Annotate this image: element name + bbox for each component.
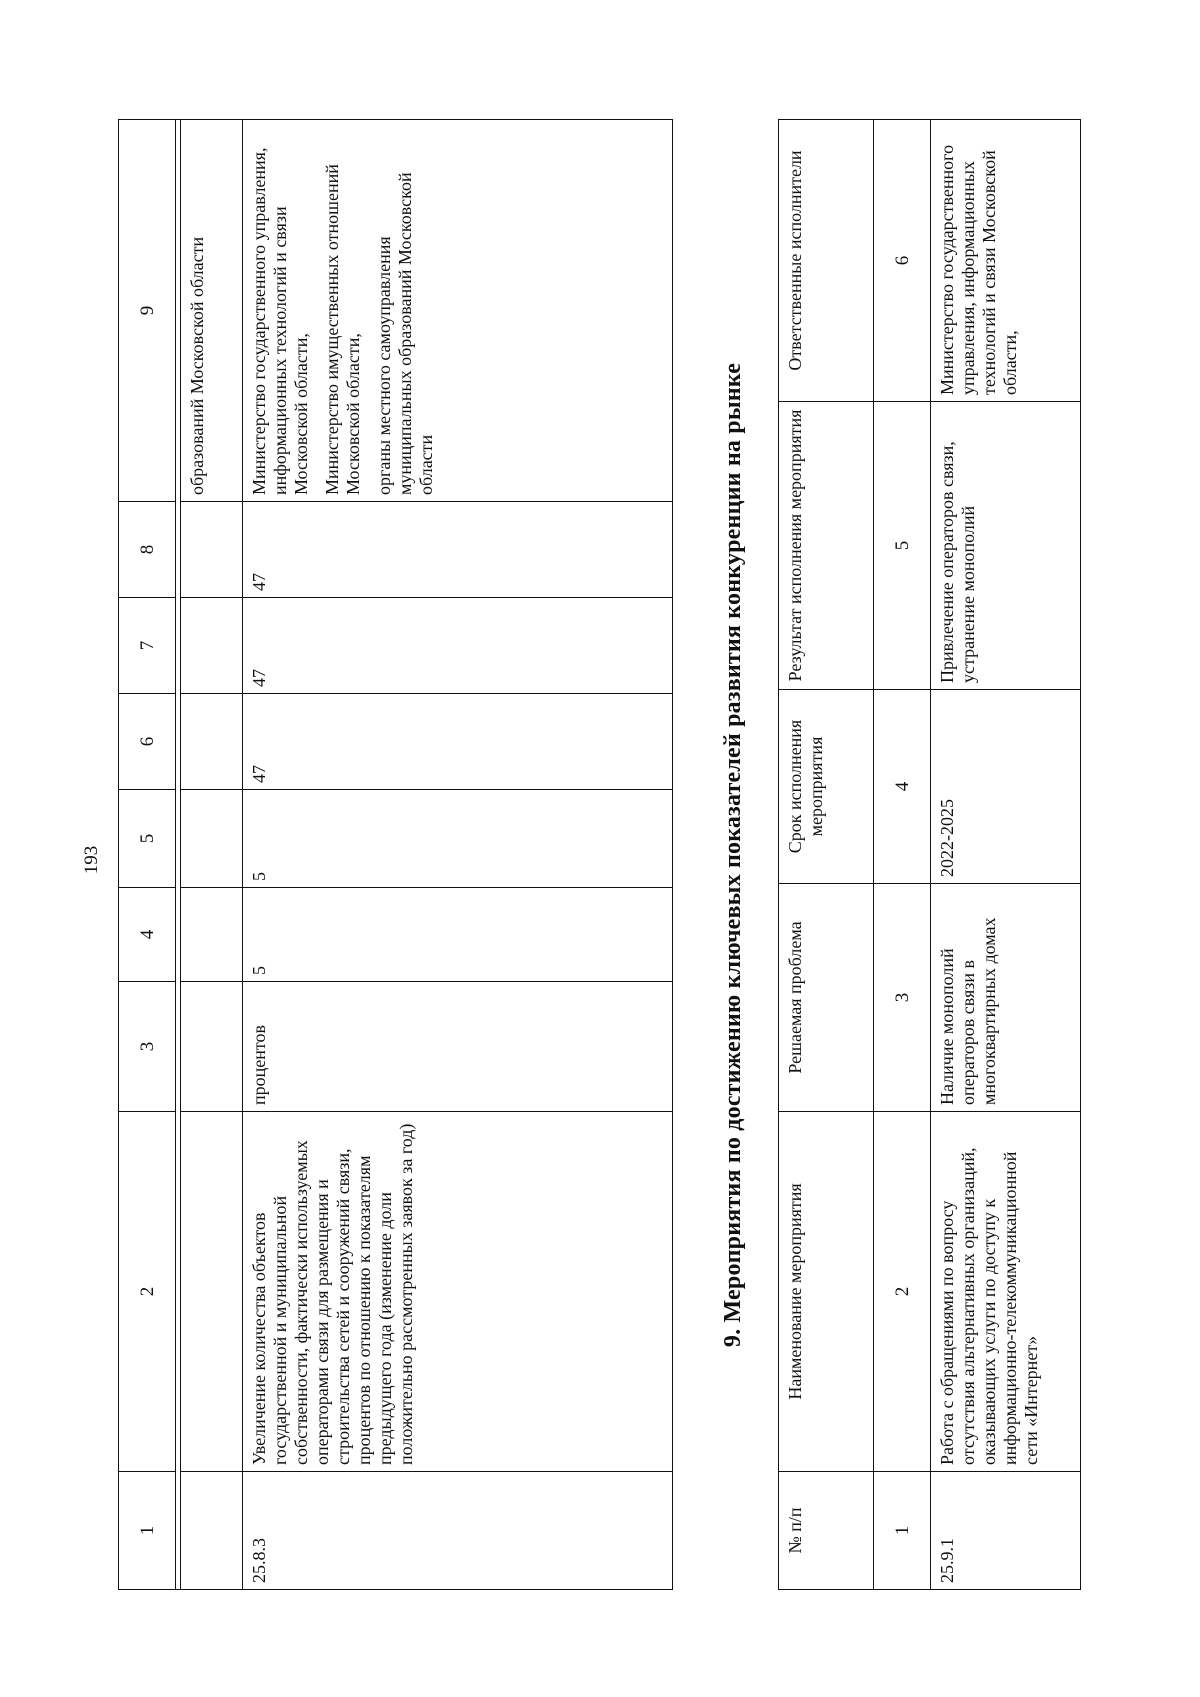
executor-line: Министерство государственного управления, информационных технологий и связи Московской области,: [249, 147, 311, 495]
row-id: 25.8.3: [243, 1472, 673, 1590]
continuation-row: [181, 120, 243, 1590]
page-number: 193: [81, 845, 102, 875]
executor-cell: Министерство государственного управления, информационных технологий и связи Московской области,: [931, 120, 1081, 402]
value-cell: 5: [243, 790, 673, 888]
problem-cell: Наличие монополий операторов связи в многоквартирных домах: [931, 884, 1081, 1112]
col-number: 8: [119, 502, 176, 598]
col-number: 4: [119, 888, 176, 982]
col-number: 9: [119, 120, 176, 502]
header-cell: Результат исполнения мероприятия: [779, 402, 874, 690]
result-cell: Привлечение операторов связи, устранение монополий: [931, 402, 1081, 690]
col-number: 1: [119, 1472, 176, 1590]
executors-cell: [243, 120, 673, 502]
section-title: 9. Мероприятия по достижению ключевых показателей развития конкуренции на рынке: [720, 362, 746, 1348]
executor-line: Министерство имущественных отношений Московской области,: [322, 164, 363, 495]
col-number: 6: [119, 694, 176, 790]
unit-cell: процентов: [243, 982, 673, 1112]
rotated-page-content: [118, 120, 1123, 1590]
table-row: [243, 120, 673, 1590]
col-number: 5: [874, 402, 931, 690]
header-cell: Ответственные исполнители: [779, 120, 874, 402]
header-cell: Решаемая проблема: [779, 884, 874, 1112]
col-number: 7: [119, 598, 176, 694]
header-cell: Наименование мероприятия: [779, 1112, 874, 1472]
value-cell: 47: [243, 502, 673, 598]
col-number: 1: [874, 1472, 931, 1590]
value-cell: 47: [243, 598, 673, 694]
col-number: 6: [874, 120, 931, 402]
row-id: 25.9.1: [931, 1472, 1081, 1590]
column-number-row: [119, 120, 176, 1590]
executor-cell: образований Московской области: [181, 120, 243, 502]
executor-line: органы местного самоуправления муниципальных образований Московской области: [374, 172, 436, 495]
indicators-table: [118, 119, 673, 1590]
col-number: 2: [119, 1112, 176, 1472]
col-number: 5: [119, 790, 176, 888]
term-cell: 2022-2025: [931, 690, 1081, 884]
table-row: [931, 120, 1081, 1590]
col-number: 2: [874, 1112, 931, 1472]
measures-table: [778, 119, 1081, 1590]
column-number-row: [874, 120, 931, 1590]
col-number: 3: [874, 884, 931, 1112]
header-row: [779, 120, 874, 1590]
col-number: 3: [119, 982, 176, 1112]
col-number: 4: [874, 690, 931, 884]
header-cell: Срок исполнения мероприятия: [779, 690, 874, 884]
value-cell: 47: [243, 694, 673, 790]
measure-name: Работа с обращениями по вопросу отсутствия альтернативных организаций, оказывающих услуги по доступу к информационно-телекоммуникационной сети «Интернет»: [931, 1112, 1081, 1472]
value-cell: 5: [243, 888, 673, 982]
indicator-name: Увеличение количества объектов государственной и муниципальной собственности, фактически используемых операторами связи для размещения и строительства сетей и сооружений связи, процентов по отношению к показателям предыдущего года (изменение доли положительно рассмотренных заявок за год): [243, 1112, 673, 1472]
header-cell: № п/п: [779, 1472, 874, 1590]
